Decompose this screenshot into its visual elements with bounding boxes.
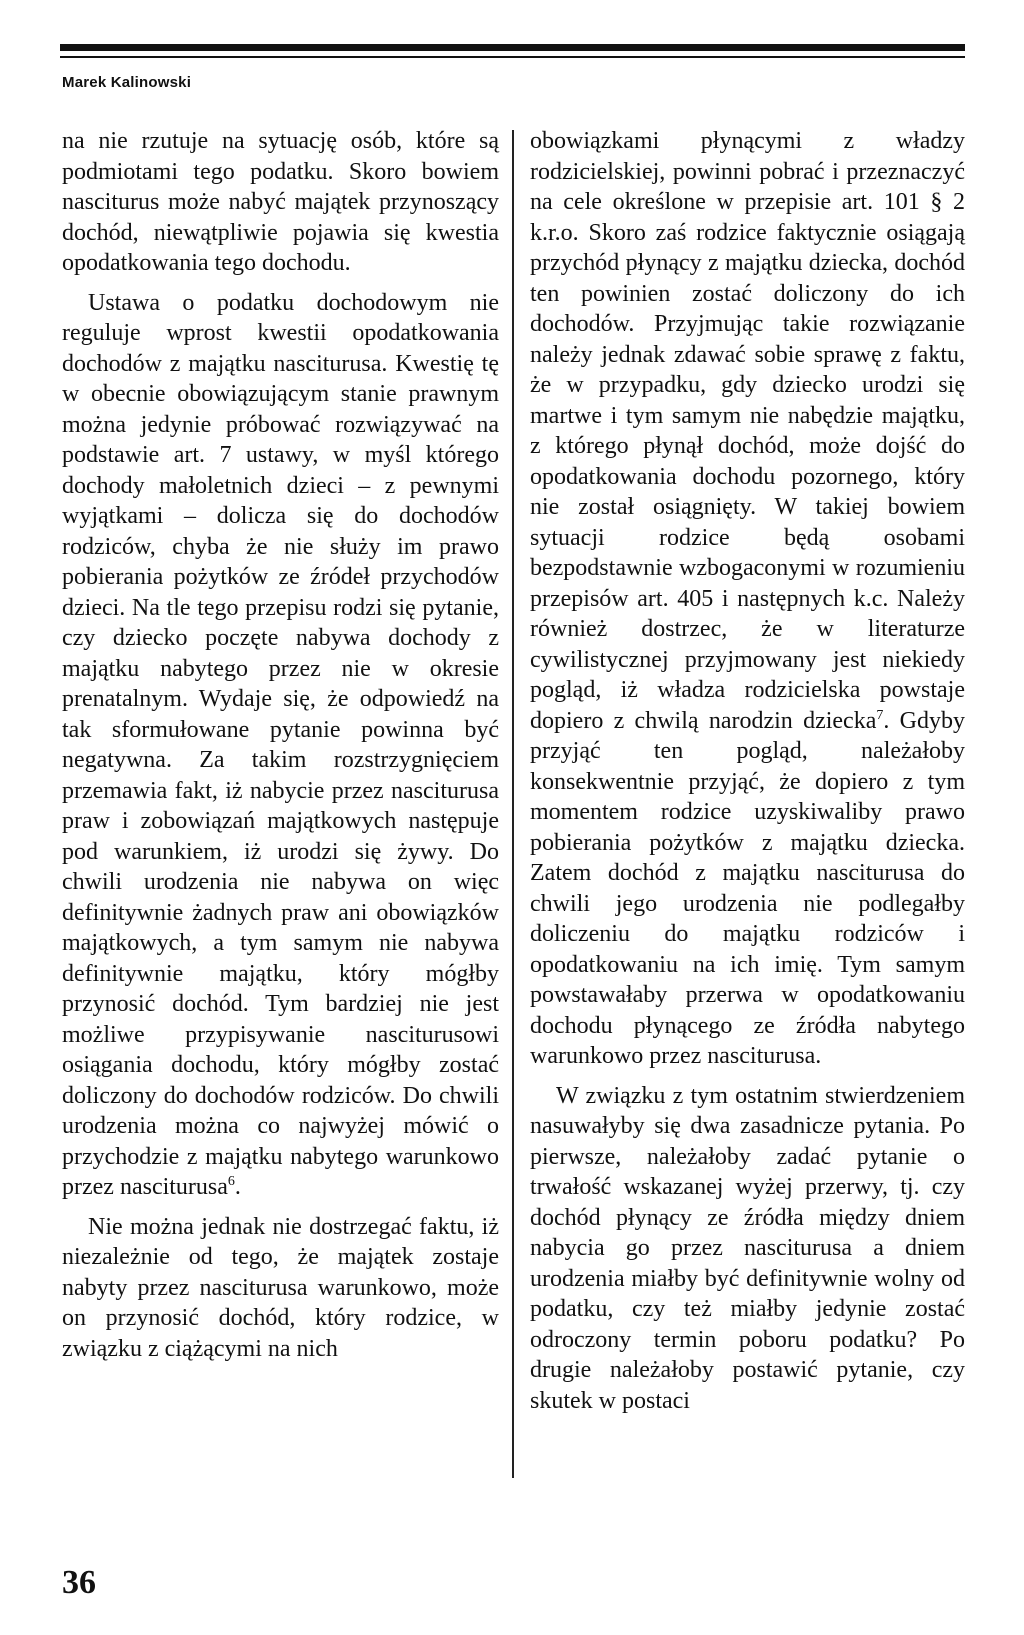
right-paragraph-1 — [530, 126, 965, 1072]
left-paragraph-3: Nie można jednak nie dostrzegać faktu, iż niezależnie od tego, że majątek zostaje nabyty przez nasciturusa warunkowo, może on przynosić dochód, który rodzice, w związku z ciążącymi na nich — [62, 1213, 499, 1362]
running-header-author: Marek Kalinowski — [62, 74, 192, 91]
right-paragraph-1-text-a: obowiązkami płynącymi z władzy rodzicielskiej, powinni pobrać i przeznaczyć na cele określone w przepisie art. 101 § 2 k.r.o. Skoro zaś rodzice faktycznie osiągają przychód płynący z majątku dziecka, dochód ten powinien zostać doliczony do ich dochodów. Przyjmując takie rozwiązanie należy jednak zdawać sobie sprawę z faktu, że w przypadku, gdy dziecko urodzi się martwe i tym samym nie nabędzie majątku, z którego płynął dochód, może dojść do opodatkowania dochodu pozornego, który nie został osiągnięty. W takiej bowiem sytuacji rodzice będą osobami bezpodstawnie wzbogaconymi w rozumieniu przepisów art. 405 i następnych k.c. Należy również dostrzec, że w literaturze cywilistycznej przyjmowany jest niekiedy pogląd, iż władza rodzicielska powstaje dopiero z chwilą narodzin dziecka — [530, 128, 965, 734]
footnote-marker-6: 6 — [227, 1174, 235, 1189]
header-rule-thin — [60, 56, 965, 58]
left-paragraph-2-end: . — [234, 1174, 241, 1200]
left-paragraph-2 — [62, 288, 499, 1203]
header-rule-thick — [60, 44, 965, 51]
right-column — [530, 126, 965, 1416]
right-paragraph-1-text-b: . Gdyby przyjąć ten pogląd, należałoby konsekwentnie przyjąć, że dopiero z tym momentem rodzice uzyskiwaliby prawo pobierania pożytków z majątku dziecka. Zatem dochód z majątku nasciturusa do chwili jego urodzenia nie podlegałby doliczeniu do majątku rodziców i opodatkowaniu na ich imię. Tym samym powstawałaby przerwa w opodatkowaniu dochodu płynącego ze źródła nabytego warunkowo przez nasciturusa. — [530, 707, 965, 1069]
right-paragraph-2: W związku z tym ostatnim stwierdzeniem nasuwałyby się dwa zasadnicze pytania. Po pierwsze, należałoby zadać pytanie o trwałość wskazanej wyżej przerwy, tj. czy dochód płynący ze źródła między dniem nabycia go przez nasciturusa a dniem urodzenia miałby być definitywnie wolny od podatku, czy też miałby jedynie zostać odroczony termin poboru podatku? Po drugie należałoby postawić pytanie, czy skutek w postaci — [530, 1082, 965, 1414]
left-paragraph-2-text: Ustawa o podatku dochodowym nie reguluje wprost kwestii opodatkowania dochodów z majątku nasciturusa. Kwestię tę w obecnie obowiązującym stanie prawnym można jedynie próbować rozwiązywać na podstawie art. 7 ustawy, w myśl którego dochody małoletnich dzieci – z pewnymi wyjątkami – dolicza się do dochodów rodziców, chyba że nie służy im prawo pobierania pożytków ze źródeł przychodów dzieci. Na tle tego przepisu rodzi się pytanie, czy dziecko poczęte nabywa dochody z majątku nabytego przez nie w okresie prenatalnym. Wydaje się, że odpowiedź na tak sformułowane pytanie powinna być negatywna. Za takim rozstrzygnięciem przemawia fakt, iż nabycie przez nasciturusa praw i zobowiązań majątkowych następuje pod warunkiem, iż urodzi się żywy. Do chwili urodzenia nie nabywa on więc definitywnie żadnych praw ani obowiązków majątkowych, a tym samym nie nabywa definitywnie majątku, który mógłby przynosić dochód. Tym bardziej nie jest możliwe przypisywanie nasciturusowi osiągania dochodu, który mógłby zostać doliczony do dochodów rodziców. Do chwili urodzenia można co najwyżej mówić o przychodzie z majątku nabytego warunkowo przez nasciturusa — [62, 289, 499, 1200]
column-divider — [512, 130, 514, 1478]
left-paragraph-1: na nie rzutuje na sytuację osób, które są podmiotami tego podatku. Skoro bowiem nasciturus może nabyć majątek przynoszący dochód, niewątpliwie pojawia się kwestia opodatkowania tego dochodu. — [62, 128, 499, 276]
left-column — [62, 126, 499, 1364]
footnote-marker-7: 7 — [876, 707, 884, 723]
page-number: 36 — [62, 1564, 96, 1601]
